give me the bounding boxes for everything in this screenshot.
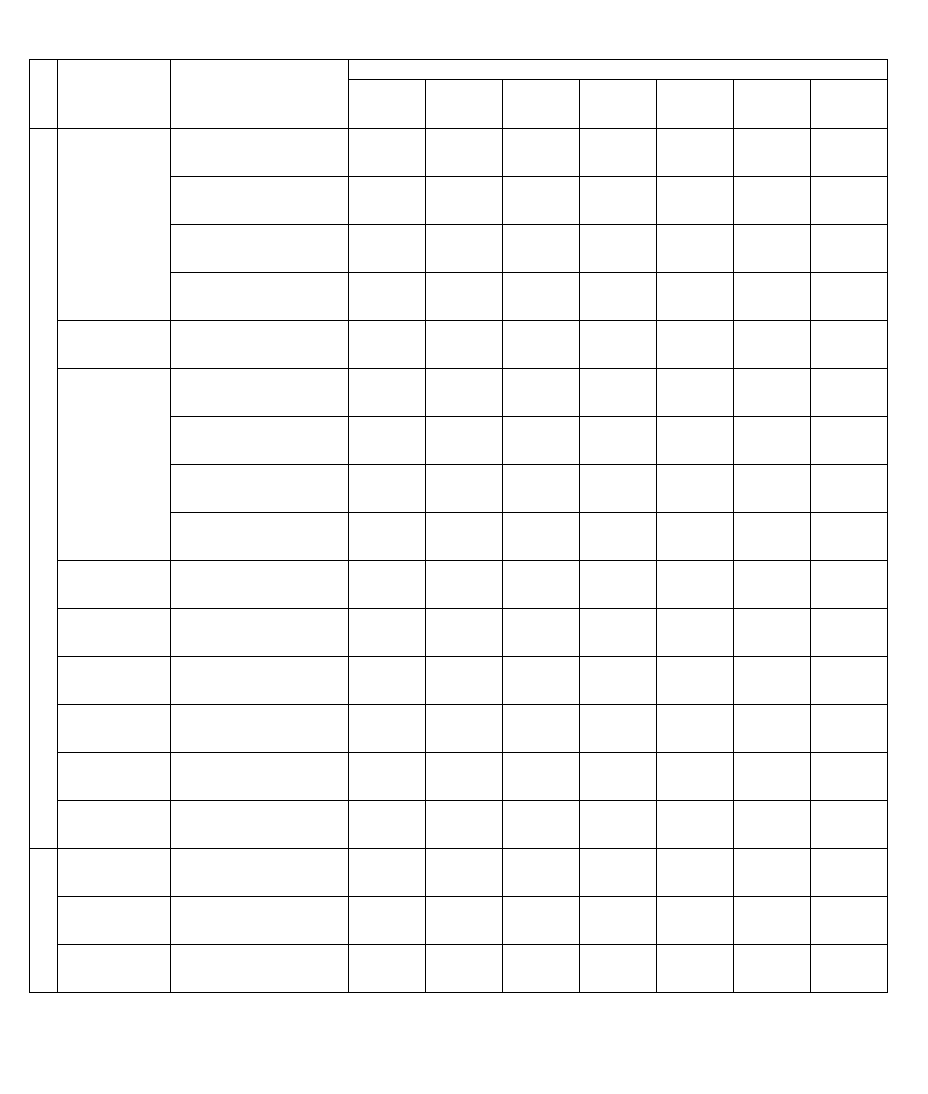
measurement-cell: [349, 849, 426, 897]
measurement-cell: [811, 705, 888, 753]
measurement-cell: [734, 273, 811, 321]
measurement-cell: [580, 465, 657, 513]
measurement-cell: [580, 609, 657, 657]
municipality-cell: [58, 129, 171, 321]
measurement-cell: [426, 513, 503, 561]
measurement-cell: [580, 801, 657, 849]
station-name: [171, 177, 349, 225]
measurement-cell: [811, 225, 888, 273]
measurement-cell: [657, 897, 734, 945]
municipality-cell: [58, 945, 171, 993]
measurement-cell: [580, 417, 657, 465]
measurement-cell: [426, 753, 503, 801]
measurement-cell: [349, 225, 426, 273]
measurement-cell: [811, 801, 888, 849]
table-row: [30, 705, 888, 753]
measurement-cell: [580, 945, 657, 993]
measurement-cell: [426, 177, 503, 225]
measurement-cell: [349, 321, 426, 369]
measurement-cell: [657, 705, 734, 753]
measurement-cell: [811, 177, 888, 225]
header-item-5: [734, 80, 811, 129]
measurement-cell: [811, 417, 888, 465]
municipality-cell: [58, 321, 171, 369]
municipality-cell: [58, 849, 171, 897]
measurement-cell: [811, 897, 888, 945]
header-kubun: [30, 60, 58, 129]
measurement-cell: [426, 321, 503, 369]
measurement-cell: [734, 945, 811, 993]
measurement-cell: [349, 513, 426, 561]
measurement-cell: [657, 609, 734, 657]
table-row: [30, 321, 888, 369]
station-name: [171, 417, 349, 465]
header-item-0: [349, 80, 426, 129]
header-items-group: [349, 60, 888, 80]
station-name: [171, 801, 349, 849]
measurement-cell: [811, 273, 888, 321]
measurement-cell: [426, 273, 503, 321]
measurement-cell: [657, 417, 734, 465]
measurement-cell: [503, 177, 580, 225]
header-station: [171, 60, 349, 129]
measurement-cell: [811, 657, 888, 705]
measurement-cell: [811, 609, 888, 657]
measurement-cell: [503, 561, 580, 609]
measurement-cell: [426, 705, 503, 753]
table-row: [30, 561, 888, 609]
measurement-cell: [503, 801, 580, 849]
measurement-cell: [426, 801, 503, 849]
measurement-cell: [426, 849, 503, 897]
table-row: [30, 801, 888, 849]
table-row: [30, 849, 888, 897]
measurement-cell: [657, 801, 734, 849]
measurement-cell: [734, 417, 811, 465]
measurement-cell: [734, 753, 811, 801]
measurement-cell: [349, 177, 426, 225]
measurement-cell: [426, 945, 503, 993]
measurement-cell: [349, 465, 426, 513]
measurement-cell: [580, 561, 657, 609]
measurement-cell: [580, 705, 657, 753]
header-item-6: [811, 80, 888, 129]
measurement-cell: [580, 897, 657, 945]
header-item-4: [657, 80, 734, 129]
header-item-1: [426, 80, 503, 129]
measurement-cell: [349, 801, 426, 849]
category-cell: [30, 129, 58, 849]
table-row: [30, 753, 888, 801]
measurement-cell: [734, 369, 811, 417]
measurement-cell: [657, 753, 734, 801]
measurement-cell: [811, 129, 888, 177]
measurement-cell: [426, 561, 503, 609]
measurement-cell: [657, 129, 734, 177]
station-name: [171, 273, 349, 321]
measurement-cell: [657, 225, 734, 273]
measurement-cell: [349, 561, 426, 609]
municipality-cell: [58, 609, 171, 657]
measurement-cell: [734, 177, 811, 225]
measurement-cell: [580, 273, 657, 321]
measurement-cell: [657, 945, 734, 993]
measurement-cell: [734, 801, 811, 849]
measurement-cell: [503, 321, 580, 369]
municipality-cell: [58, 657, 171, 705]
measurement-cell: [426, 897, 503, 945]
municipality-cell: [58, 561, 171, 609]
measurement-cell: [503, 705, 580, 753]
measurement-cell: [657, 465, 734, 513]
station-name: [171, 609, 349, 657]
measurement-cell: [503, 657, 580, 705]
measurement-cell: [503, 897, 580, 945]
measurement-cell: [349, 753, 426, 801]
measurement-cell: [580, 177, 657, 225]
station-name: [171, 465, 349, 513]
table-row: [30, 657, 888, 705]
station-name: [171, 225, 349, 273]
measurement-cell: [426, 465, 503, 513]
measurement-cell: [503, 945, 580, 993]
measurement-cell: [657, 273, 734, 321]
municipality-cell: [58, 705, 171, 753]
station-name: [171, 369, 349, 417]
measurement-cell: [811, 513, 888, 561]
measurement-cell: [426, 609, 503, 657]
header-item-2: [503, 80, 580, 129]
measurement-cell: [349, 273, 426, 321]
measurement-cell: [580, 129, 657, 177]
station-name: [171, 897, 349, 945]
measurement-cell: [734, 897, 811, 945]
measurement-cell: [657, 657, 734, 705]
measurement-cell: [580, 225, 657, 273]
measurement-cell: [657, 513, 734, 561]
station-name: [171, 561, 349, 609]
measurement-cell: [734, 849, 811, 897]
municipality-cell: [58, 897, 171, 945]
measurement-cell: [503, 849, 580, 897]
measurement-cell: [580, 657, 657, 705]
measurement-cell: [426, 657, 503, 705]
measurement-cell: [503, 369, 580, 417]
measurement-cell: [811, 849, 888, 897]
measurement-cell: [734, 129, 811, 177]
measurement-cell: [657, 849, 734, 897]
measurement-cell: [734, 225, 811, 273]
measurement-cell: [503, 753, 580, 801]
station-name: [171, 513, 349, 561]
station-name: [171, 321, 349, 369]
table-row: [30, 609, 888, 657]
measurement-cell: [426, 417, 503, 465]
measurement-cell: [811, 561, 888, 609]
measurement-cell: [426, 129, 503, 177]
measurement-cell: [349, 945, 426, 993]
measurement-cell: [811, 321, 888, 369]
measurement-cell: [426, 225, 503, 273]
measurement-cell: [811, 945, 888, 993]
station-table: [29, 59, 888, 993]
measurement-cell: [503, 273, 580, 321]
station-name: [171, 657, 349, 705]
measurement-cell: [734, 465, 811, 513]
header-item-3: [580, 80, 657, 129]
measurement-cell: [811, 465, 888, 513]
measurement-cell: [349, 609, 426, 657]
measurement-cell: [503, 609, 580, 657]
measurement-cell: [349, 417, 426, 465]
measurement-cell: [580, 513, 657, 561]
table-row: [30, 129, 888, 177]
measurement-cell: [734, 657, 811, 705]
station-name: [171, 945, 349, 993]
measurement-cell: [734, 513, 811, 561]
municipality-cell: [58, 801, 171, 849]
measurement-cell: [657, 177, 734, 225]
table-row: [30, 897, 888, 945]
measurement-cell: [349, 129, 426, 177]
municipality-cell: [58, 753, 171, 801]
measurement-cell: [734, 705, 811, 753]
measurement-cell: [734, 609, 811, 657]
measurement-cell: [426, 369, 503, 417]
measurement-cell: [657, 561, 734, 609]
municipality-cell: [58, 369, 171, 561]
table-row: [30, 945, 888, 993]
station-name: [171, 129, 349, 177]
table-row: [30, 369, 888, 417]
measurement-cell: [580, 369, 657, 417]
station-name: [171, 753, 349, 801]
measurement-cell: [580, 321, 657, 369]
measurement-cell: [657, 369, 734, 417]
station-name: [171, 705, 349, 753]
measurement-cell: [349, 369, 426, 417]
category-cell: [30, 849, 58, 993]
measurement-cell: [580, 849, 657, 897]
measurement-cell: [503, 513, 580, 561]
station-name: [171, 849, 349, 897]
measurement-cell: [503, 465, 580, 513]
measurement-cell: [349, 897, 426, 945]
measurement-cell: [503, 225, 580, 273]
measurement-cell: [349, 657, 426, 705]
measurement-cell: [657, 321, 734, 369]
measurement-cell: [811, 369, 888, 417]
header-municipality: [58, 60, 171, 129]
measurement-cell: [811, 753, 888, 801]
measurement-cell: [734, 321, 811, 369]
measurement-cell: [734, 561, 811, 609]
measurement-cell: [349, 705, 426, 753]
measurement-cell: [580, 753, 657, 801]
measurement-cell: [503, 129, 580, 177]
measurement-cell: [503, 417, 580, 465]
